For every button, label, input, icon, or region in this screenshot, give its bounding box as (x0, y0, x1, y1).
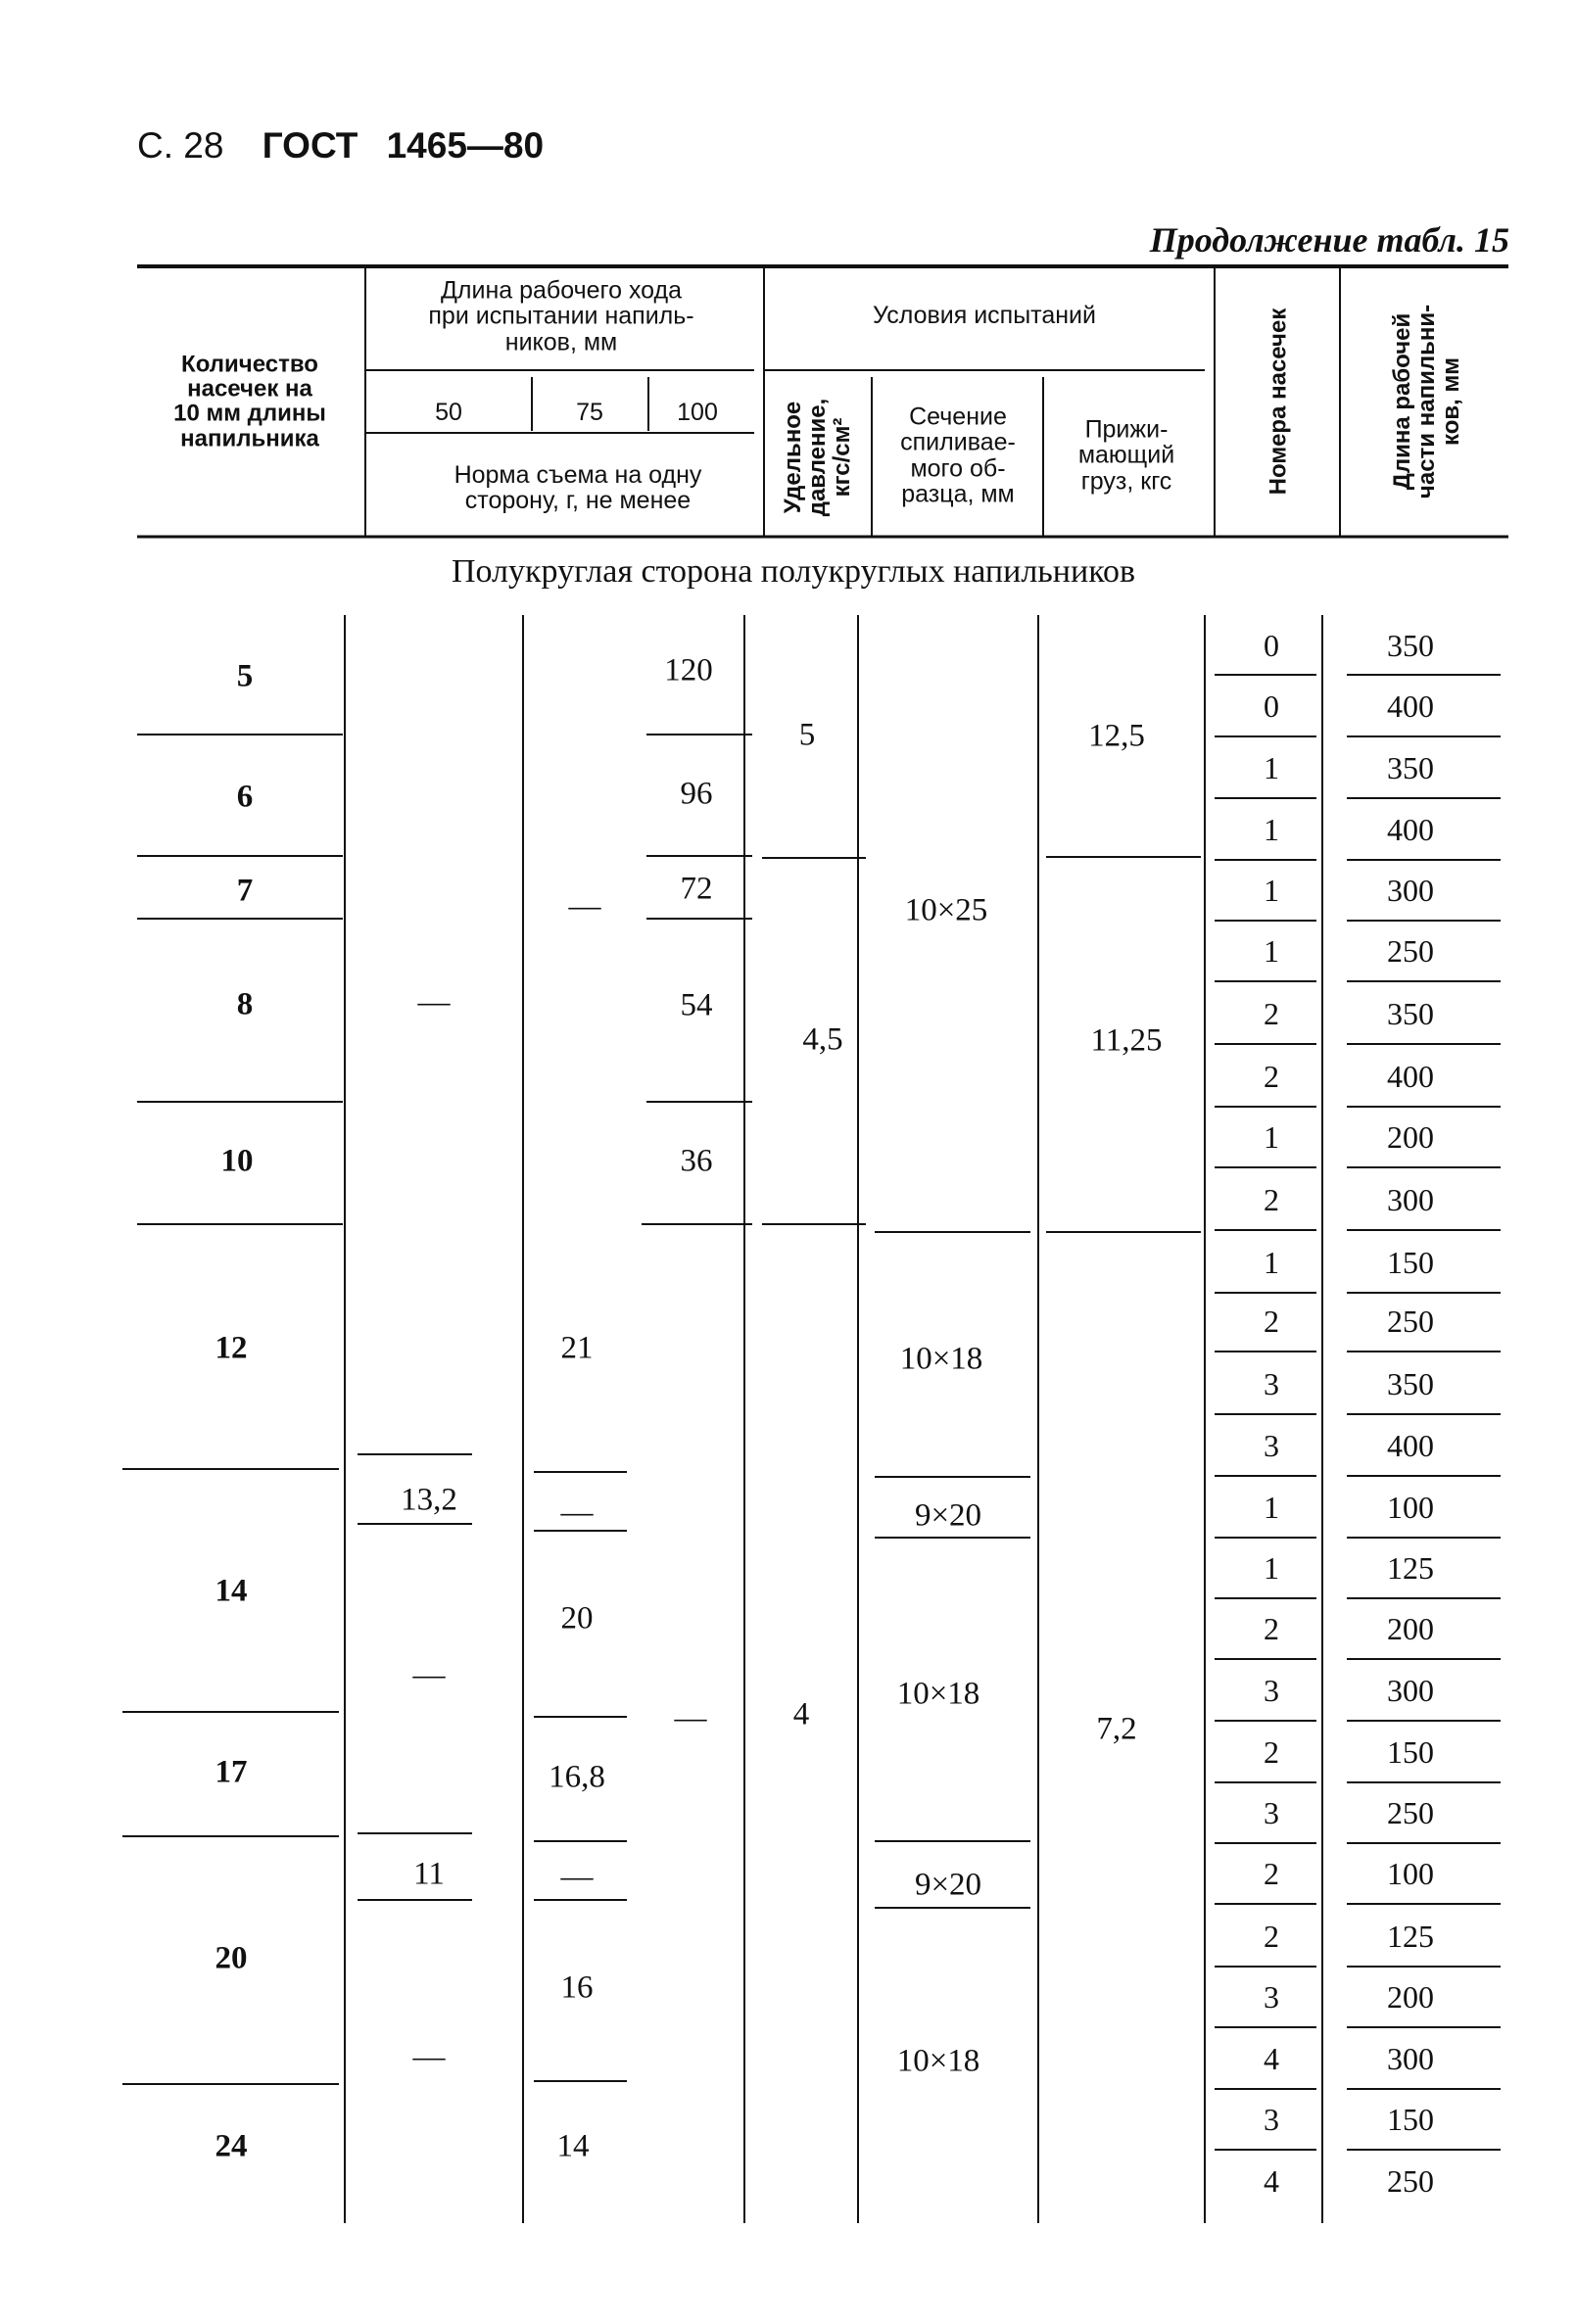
section-size-cell: 10×25 (904, 892, 988, 928)
working-length-cell: 250 (1387, 1304, 1434, 1340)
section-size-cell: 10×18 (896, 2043, 980, 2079)
header-removal-norm: Норма съема на одну сторону, г, не менее (454, 460, 702, 514)
notch-count-cell: 7 (236, 873, 254, 909)
removal-75-cell: 16,8 (549, 1759, 605, 1795)
header-notch-numbers: Номера насечек (1265, 308, 1292, 496)
working-length-cell: 100 (1387, 1856, 1434, 1892)
removal-75-cell: 20 (560, 1600, 594, 1636)
notch-number-cell: 1 (1264, 1490, 1279, 1526)
notch-number-cell: 2 (1264, 1304, 1279, 1340)
notch-number-cell: 1 (1264, 812, 1279, 848)
removal-100-cell: 72 (680, 871, 713, 907)
removal-100-cell: — (674, 1700, 707, 1736)
section-size-cell: 9×20 (914, 1497, 982, 1534)
working-length-cell: 400 (1387, 812, 1434, 848)
notch-count-cell: 24 (215, 2128, 248, 2164)
notch-number-cell: 2 (1264, 1856, 1279, 1892)
working-length-cell: 400 (1387, 1428, 1434, 1464)
working-length-cell: 250 (1387, 933, 1434, 970)
section-title: Полукруглая сторона полукруглых напильников (451, 553, 1136, 590)
working-length-cell: 400 (1387, 688, 1434, 725)
notch-number-cell: 4 (1264, 2163, 1279, 2200)
header-stroke-length: Длина рабочего хода при испытании напиль- ников, мм (428, 276, 694, 356)
notch-number-cell: 2 (1264, 1734, 1279, 1771)
page-number: С. 28 (137, 125, 224, 166)
header-stroke-75: 75 (576, 398, 603, 426)
continuation-label: Продолжение табл. 15 (1149, 220, 1509, 260)
working-length-cell: 125 (1387, 1550, 1434, 1587)
load-cell: 11,25 (1090, 1022, 1163, 1059)
removal-75-cell: — (568, 888, 601, 925)
removal-50-cell: — (417, 984, 451, 1020)
notch-number-cell: 3 (1264, 2102, 1279, 2138)
standard-number: 1465—80 (386, 125, 545, 166)
removal-75-cell: — (560, 1859, 594, 1895)
notch-number-cell: 3 (1264, 1428, 1279, 1464)
working-length-cell: 150 (1387, 1245, 1434, 1281)
notch-number-cell: 2 (1264, 1059, 1279, 1095)
notch-count-cell: 14 (215, 1573, 248, 1609)
pressure-cell: 4 (792, 1696, 810, 1732)
working-length-cell: 200 (1387, 1119, 1434, 1156)
working-length-cell: 350 (1387, 1366, 1434, 1402)
removal-75-cell: 21 (560, 1330, 594, 1366)
notch-number-cell: 0 (1264, 688, 1279, 725)
working-length-cell: 200 (1387, 1611, 1434, 1647)
removal-100-cell: 120 (664, 652, 713, 688)
working-length-cell: 150 (1387, 1734, 1434, 1771)
pressure-cell: 5 (798, 717, 816, 753)
notch-number-cell: 4 (1264, 2041, 1279, 2077)
notch-number-cell: 1 (1264, 873, 1279, 909)
standard-name: ГОСТ (262, 125, 358, 166)
working-length-cell: 100 (1387, 1490, 1434, 1526)
notch-number-cell: 1 (1264, 1119, 1279, 1156)
notch-count-cell: 10 (220, 1143, 254, 1179)
working-length-cell: 150 (1387, 2102, 1434, 2138)
removal-50-cell: — (412, 1657, 446, 1693)
header-working-length: Длина рабочей части напильни- ков, мм (1389, 304, 1465, 499)
notch-number-cell: 2 (1264, 996, 1279, 1032)
section-size-cell: 10×18 (896, 1676, 980, 1712)
load-cell: 7,2 (1096, 1711, 1137, 1747)
notch-number-cell: 3 (1264, 1795, 1279, 1831)
header-sample-section: Сечение спиливае- мого об- разца, мм (900, 403, 1016, 508)
notch-number-cell: 1 (1264, 1550, 1279, 1587)
removal-75-cell: 14 (556, 2128, 590, 2164)
notch-number-cell: 2 (1264, 1611, 1279, 1647)
removal-50-cell: 13,2 (401, 1482, 457, 1518)
notch-count-cell: 5 (236, 658, 254, 694)
notch-number-cell: 0 (1264, 628, 1279, 664)
removal-50-cell: 11 (413, 1856, 445, 1892)
working-length-cell: 400 (1387, 1059, 1434, 1095)
notch-number-cell: 3 (1264, 1366, 1279, 1402)
header-notch-count: Количество насечек на 10 мм длины напильника (173, 351, 326, 452)
notch-count-cell: 17 (215, 1754, 248, 1790)
working-length-cell: 350 (1387, 628, 1434, 664)
load-cell: 12,5 (1088, 718, 1145, 754)
header-load: Прижи- мающий груз, кгс (1077, 415, 1175, 496)
notch-count-cell: 8 (236, 986, 254, 1022)
removal-75-cell: 16 (560, 1969, 594, 2006)
working-length-cell: 350 (1387, 996, 1434, 1032)
working-length-cell: 300 (1387, 2041, 1434, 2077)
header-stroke-100: 100 (677, 398, 718, 426)
header-test-conditions: Условия испытаний (873, 301, 1096, 329)
removal-75-cell: — (560, 1494, 594, 1531)
removal-100-cell: 36 (680, 1143, 713, 1179)
header-pressure: Удельное давление, кгс/см² (780, 398, 856, 517)
notch-count-cell: 12 (215, 1330, 248, 1366)
notch-number-cell: 2 (1264, 1919, 1279, 1955)
notch-number-cell: 1 (1264, 1245, 1279, 1281)
working-length-cell: 250 (1387, 1795, 1434, 1831)
notch-number-cell: 1 (1264, 933, 1279, 970)
working-length-cell: 250 (1387, 2163, 1434, 2200)
removal-50-cell: — (412, 2039, 446, 2075)
removal-100-cell: 54 (680, 987, 713, 1023)
section-size-cell: 10×18 (899, 1341, 983, 1377)
working-length-cell: 300 (1387, 1182, 1434, 1218)
notch-number-cell: 3 (1264, 1979, 1279, 2016)
notch-number-cell: 1 (1264, 750, 1279, 786)
working-length-cell: 125 (1387, 1919, 1434, 1955)
notch-count-cell: 6 (236, 779, 254, 815)
section-size-cell: 9×20 (914, 1867, 982, 1903)
working-length-cell: 350 (1387, 750, 1434, 786)
working-length-cell: 300 (1387, 1673, 1434, 1709)
notch-number-cell: 3 (1264, 1673, 1279, 1709)
pressure-cell: 4,5 (802, 1021, 843, 1058)
header-stroke-50: 50 (435, 398, 462, 426)
working-length-cell: 200 (1387, 1979, 1434, 2016)
notch-count-cell: 20 (215, 1940, 248, 1976)
notch-number-cell: 2 (1264, 1182, 1279, 1218)
removal-100-cell: 96 (680, 776, 713, 812)
working-length-cell: 300 (1387, 873, 1434, 909)
